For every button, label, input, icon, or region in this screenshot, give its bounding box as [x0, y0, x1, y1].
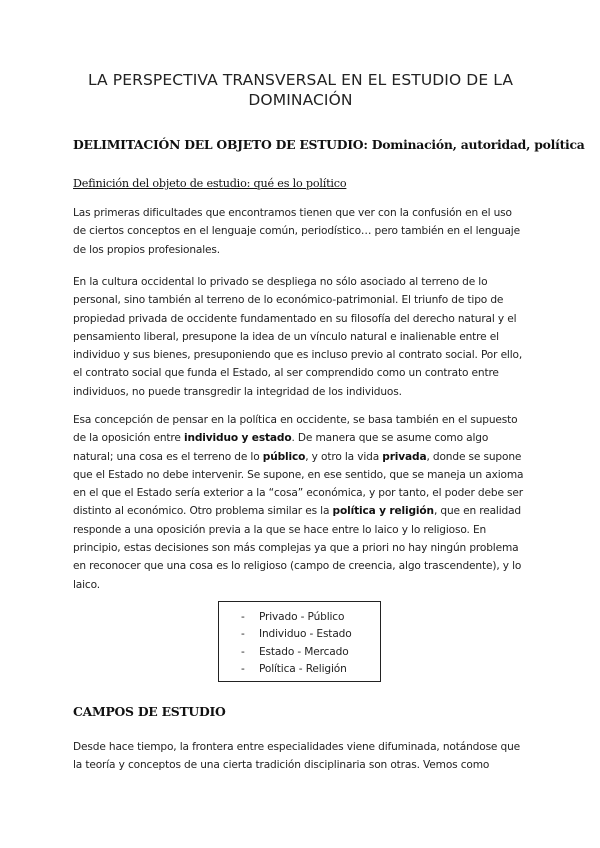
paragraph-3-text: , y otro la vida: [305, 450, 383, 463]
bullet-dash: -: [241, 628, 245, 641]
list-item-label: Política - Religión: [259, 663, 347, 676]
subsection-heading-definicion: Definición del objeto de estudio: qué es lo político: [73, 177, 347, 190]
section-heading-delimitacion: DELIMITACIÓN DEL OBJETO DE ESTUDIO: Dominación, autoridad, política: [73, 137, 585, 152]
bold-term-politica-religion: política y religión: [332, 505, 434, 518]
bullet-dash: -: [241, 611, 245, 623]
paragraph-2: En la cultura occidental lo privado se despliega no sólo asociado al terreno de lo personal, sino también al terreno de lo económico-patrimonial. El triunfo de tipo de propiedad privada de occidente fundamentado en su filosofía del derecho natural y el pensamiento liberal, presupone la idea de un vínculo natural e inalienable entre el individuo y sus bienes, presuponiendo que es incluso previo al contrato social. Por ello, el contrato social que funda el Estado, al ser comprendido como un contrato entre individuos, no puede transgredir la integridad de los individuos.: [73, 276, 523, 398]
bold-term-individuo-estado: individuo y estado: [184, 432, 292, 445]
list-item: [241, 626, 380, 643]
bold-term-publico: público: [262, 450, 306, 463]
paragraph-4: Desde hace tiempo, la frontera entre especialidades viene difuminada, notándose que la teoría y conceptos de una cierta tradición disciplinaria son otras. Vemos como: [73, 741, 521, 772]
bullet-dash: -: [241, 645, 245, 658]
paragraph-3-text: , donde se supone que el Estado no debe intervenir. Se supone, en ese sentido, que se maneja un axioma en el que el Estado sería exterior a la “cosa” económica, y por tanto, el poder debe ser distinto al económico. Otro problema similar es la: [73, 450, 524, 518]
paragraph-3-text: , que en realidad responde a una oposición previa a la que se hace entre lo laico y lo religioso. En principio, estas decisiones son más complejas ya que a priori no hay ningún problema en reconocer que una cosa es lo religioso (campo de creencia, algo trascendente), y lo laico.: [73, 505, 522, 591]
paragraph-3: [73, 411, 528, 594]
list-item: [241, 609, 380, 626]
paragraph-1: Las primeras dificultades que encontramos tienen que ver con la confusión en el uso de ciertos conceptos en el lenguaje común, periodístico… pero también en el lenguaje de los propios profesionales.: [73, 207, 520, 256]
list-item-label: Privado - Público: [259, 611, 345, 623]
list-item-label: Estado - Mercado: [259, 645, 349, 658]
bold-term-privada: privada: [382, 450, 427, 463]
document-title: LA PERSPECTIVA TRANSVERSAL EN EL ESTUDIO DE LA DOMINACIÓN: [87, 71, 514, 109]
bullet-dash: -: [241, 663, 245, 676]
list-item-label: Individuo - Estado: [259, 628, 352, 641]
section-heading-campos: CAMPOS DE ESTUDIO: [73, 704, 226, 719]
paragraph-3-text: . De manera que se asume como algo natural; una cosa es el terreno de lo: [73, 432, 489, 463]
oppositions-list-box: [218, 601, 381, 682]
paragraph-3-text: Esa concepción de pensar en la política en occidente, se basa también en el supuesto de la oposición entre: [73, 414, 518, 445]
list-item: [241, 661, 380, 678]
list-item: [241, 644, 380, 661]
